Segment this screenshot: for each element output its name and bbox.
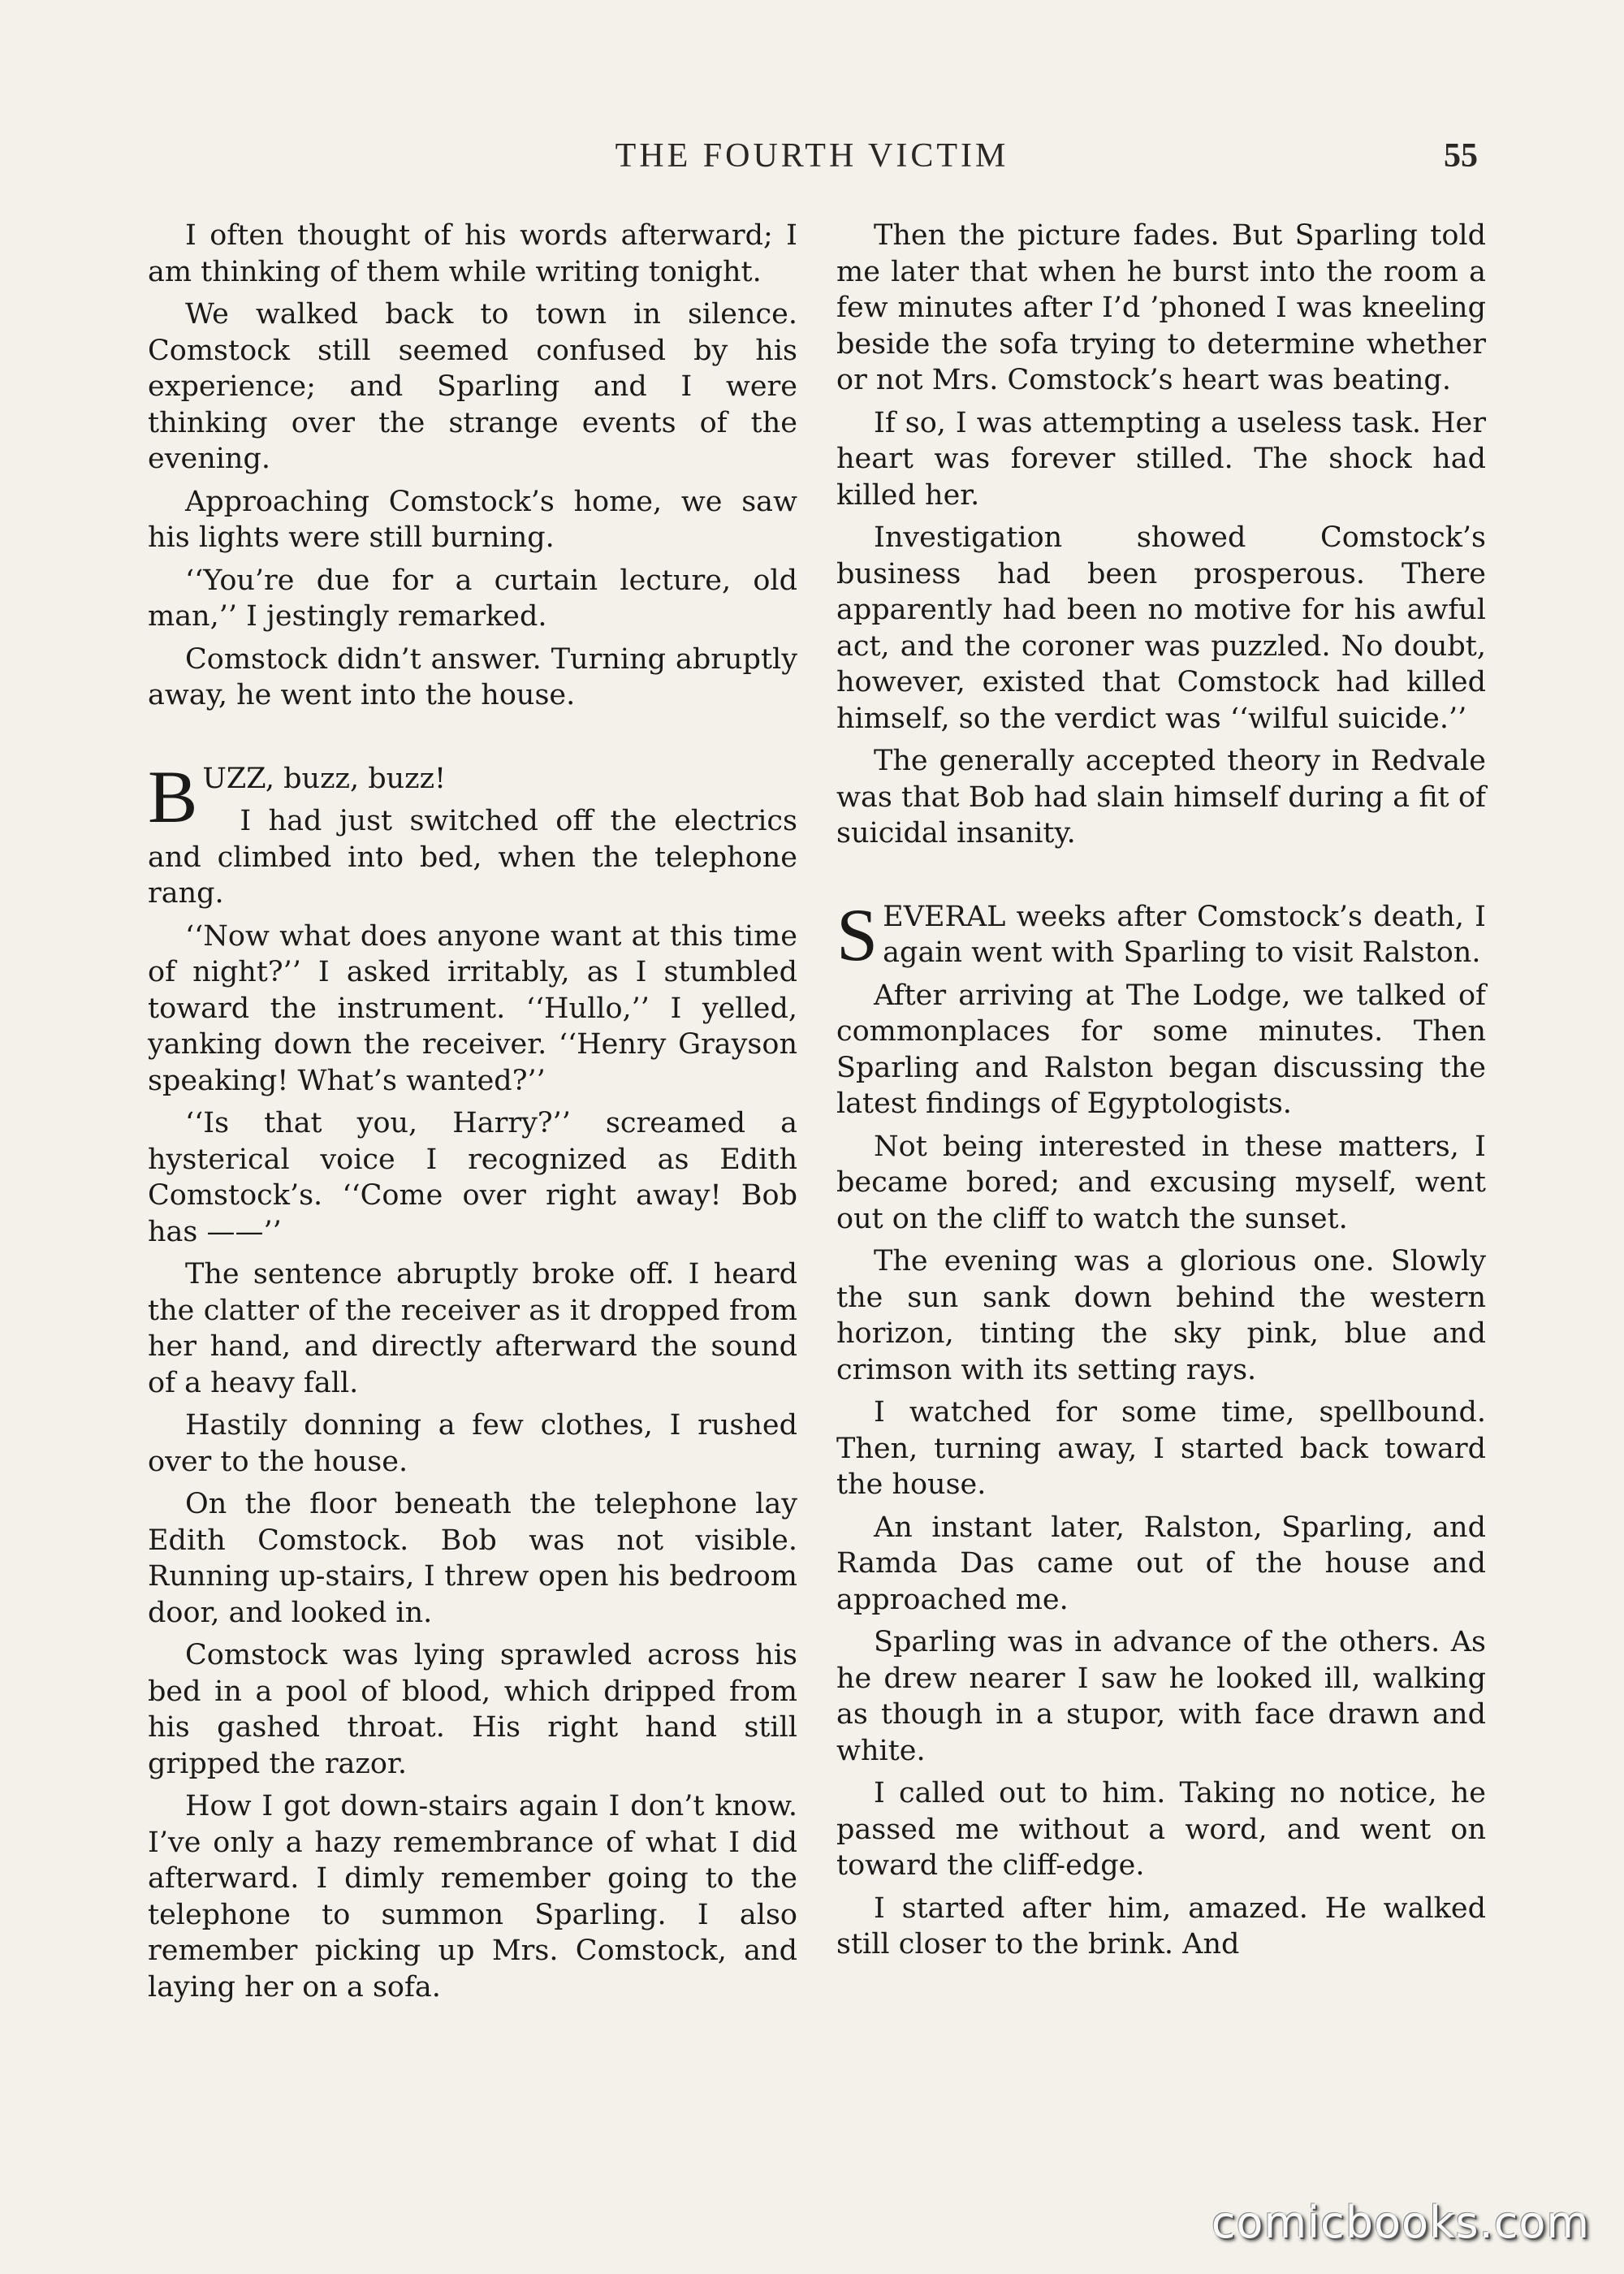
running-head <box>146 136 1478 177</box>
left-column <box>148 218 797 2012</box>
paragraph: Not being interested in these matters, I became bored; and excusing myself, went out on the cliff to watch the sunset. <box>836 1130 1486 1235</box>
paragraph: The evening was a glorious one. Slowly the sun sank down behind the western horizon, tinting the sky pink, blue and crimson with its setting rays. <box>836 1245 1486 1386</box>
paragraph: If so, I was attempting a useless task. Her heart was forever stilled. The shock had killed her. <box>836 406 1486 512</box>
paragraph: On the floor beneath the telephone lay Edith Comstock. Bob was not visible. Running up-stairs, I threw open his bedroom door, and looked in. <box>148 1488 797 1629</box>
paragraph: How I got down-stairs again I don’t know. I’ve only a hazy remembrance of what I did afterward. I dimly remember going to the telephone to summon Sparling. I also remember picking up Mrs. Comstock, and laying her on a sofa. <box>148 1790 797 2004</box>
drop-cap: S <box>836 893 879 976</box>
paragraph: We walked back to town in silence. Comstock still seemed confused by his experience; and Sparling and I were thinking over the strange events of the evening. <box>148 298 797 475</box>
paragraph: I started after him, amazed. He walked still closer to the brink. And <box>836 1891 1486 1961</box>
paragraph: Comstock was lying sprawled across his bed in a pool of blood, which dripped from his gashed throat. His right hand still gripped the razor. <box>148 1639 797 1780</box>
paragraph: Investigation showed Comstock’s business had been prosperous. There apparently had been no motive for his awful act, and the coroner was puzzled. No doubt, however, existed that Comstock had killed himself, so the verdict was ‘‘wilful suicide.’’ <box>836 521 1486 735</box>
paragraph: ‘‘Now what does anyone want at this time of night?’’ I asked irritably, as I stumbled toward the instrument. ‘‘Hullo,’’ I yelled, yanking down the receiver. ‘‘Henry Grayson speaking! What’s wanted?’’ <box>148 919 797 1097</box>
paragraph: I had just switched off the electrics and climbed into bed, when the telephone rang. <box>148 805 797 910</box>
section-opening-text: UZZ, buzz, buzz! <box>202 762 447 795</box>
drop-cap: B <box>148 754 198 838</box>
running-title: THE FOURTH VICTIM <box>615 137 1009 175</box>
page-number: 55 <box>1444 137 1478 175</box>
paragraph: Then the picture fades. But Sparling told me later that when he burst into the room a few minutes after I’d ’phoned I was kneeling beside the sofa trying to determine whether or not Mrs. Comstock’s heart was beating. <box>836 219 1486 396</box>
section-opening-paragraph <box>148 754 797 838</box>
paragraph: I watched for some time, spellbound. Then, turning away, I started back toward the house. <box>836 1396 1486 1501</box>
watermark: comicbooks.com <box>1211 2197 1590 2248</box>
paragraph: The sentence abruptly broke off. I heard the clatter of the receiver as it dropped from her hand, and directly afterward the sound of a heavy fall. <box>148 1258 797 1399</box>
section-opening-paragraph <box>836 893 1486 976</box>
section-opening-text: weeks after Comstock’s death, I again went with Sparling to visit Ralston. <box>883 900 1486 969</box>
paragraph: Approaching Comstock’s home, we saw his lights were still burning. <box>148 485 797 554</box>
section-opening-smallcaps: EVERAL <box>883 900 1006 933</box>
paragraph: Comstock didn’t answer. Turning abruptly away, he went into the house. <box>148 642 797 711</box>
paragraph: After arriving at The Lodge, we talked of commonplaces for some minutes. Then Sparling and Ralston began discussing the latest findings of Egyptologists. <box>836 979 1486 1120</box>
paragraph: Hastily donning a few clothes, I rushed over to the house. <box>148 1409 797 1478</box>
paragraph: I called out to him. Taking no notice, he passed me without a word, and went on toward the cliff-edge. <box>836 1777 1486 1882</box>
paragraph: An instant later, Ralston, Sparling, and Ramda Das came out of the house and approached me. <box>836 1511 1486 1616</box>
paragraph: ‘‘You’re due for a curtain lecture, old man,’’ I jestingly remarked. <box>148 564 797 633</box>
paragraph: ‘‘Is that you, Harry?’’ screamed a hysterical voice I recognized as Edith Comstock’s. ‘‘Come over right away! Bob has ——’’ <box>148 1107 797 1248</box>
paragraph: I often thought of his words afterward; I am thinking of them while writing tonight. <box>148 219 797 288</box>
paragraph: Sparling was in advance of the others. As he drew nearer I saw he looked ill, walking as though in a stupor, with face drawn and white. <box>836 1626 1486 1767</box>
right-column <box>836 218 1486 1969</box>
paragraph: The generally accepted theory in Redvale was that Bob had slain himself during a fit of suicidal insanity. <box>836 745 1486 850</box>
